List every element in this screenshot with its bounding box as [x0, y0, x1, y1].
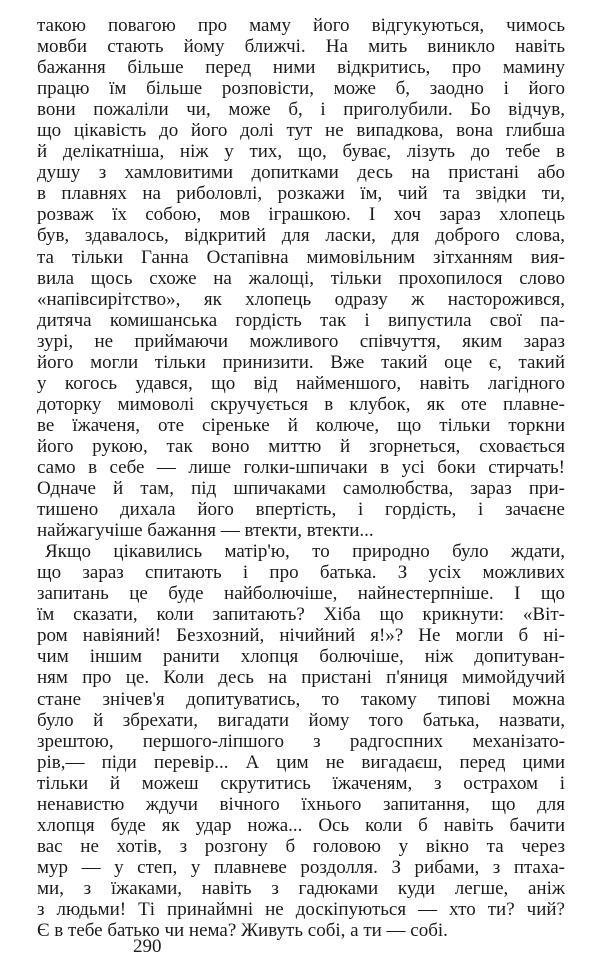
text-line: мовби стають йому ближчі. На мить виникло навіть	[37, 36, 565, 58]
text-line: його могли тільки принизити. Вже такий оце є, такий	[37, 351, 565, 373]
text-line: їм сказати, коли запитають? Хіба що крикнути: «Віт-	[37, 604, 565, 626]
text-line: та тільки Ганна Остапівна мимовільним зітханням вия-	[37, 246, 565, 268]
text-line: ми, з їжаками, навіть з гадюками куди легше, аніж	[37, 877, 565, 899]
text-line: був, здавалось, відкритий для ласки, для доброго слова,	[37, 225, 565, 247]
text-line: ве їжаченя, оте сіреньке й колюче, що тільки торкни	[37, 414, 565, 436]
text-line: було й збрехати, вигадати йому того батька, назвати,	[37, 709, 565, 731]
text-line: душу з хамловитими допитками десь на пристані або	[37, 162, 565, 184]
text-line: стане знічев'я допитуватись, то такому типові можна	[37, 688, 565, 710]
text-line: Якщо цікавились матір'ю, то природно було ждати,	[45, 541, 565, 563]
text-line: що цікавість до його долі тут не випадкова, вона глибша	[37, 120, 565, 142]
text-line: розваж їх собою, мов іграшкою. І хоч зараз хлопець	[37, 204, 565, 226]
text-line: тільки й можеш скрутитись їжаченям, з острахом і	[37, 772, 565, 794]
text-line: доторку мимоволі скручується в клубок, як оте плавне-	[37, 393, 565, 415]
text-line: Є в тебе батько чи нема? Живуть собі, а ти — собі.	[37, 920, 448, 942]
text-line: з людьми! Ті принаймні не доскіпуються — хто ти? чий?	[37, 898, 565, 920]
paragraph	[37, 541, 565, 941]
text-line: зрештою, першого-ліпшого з радгоспних механізато-	[37, 730, 565, 752]
paragraph	[37, 15, 565, 541]
text-line: «напівсирітство», як хлопець одразу ж насторожився,	[37, 288, 565, 310]
text-line: дитяча комишанська гордість так і випустила свої па-	[37, 309, 565, 331]
text-line: в плавнях на риболовлі, розкажи їм, чий та звідки ти,	[37, 183, 565, 205]
text-line: такою повагою про маму його відгукуються, чимось	[37, 15, 565, 36]
text-line: рів,— піди перевір... А цим не вигадаєш, перед цими	[37, 751, 565, 773]
text-line: мур — у степ, у плавневе роздолля. З рибами, з птаха-	[37, 856, 565, 878]
page-number: 290	[133, 936, 162, 957]
text-line: зурі, не приймаючи можливого співчуття, яким зараз	[37, 330, 565, 352]
text-line: ненавистю ждучи вічного їхнього запитання, що для	[37, 793, 565, 815]
text-line: чим іншим ранити хлопця болючіше, ніж допитуван-	[37, 646, 565, 668]
text-line: ром навіяний! Безхозний, нічийний я!»? Не могли б ні-	[37, 625, 565, 647]
page-body	[37, 15, 565, 941]
text-line: вони пожаліли чи, може б, і приголубили. Бо відчув,	[37, 99, 565, 121]
text-line: найжагучіше бажання — втекти, втекти...	[37, 520, 374, 542]
text-line: вас не хотів, з розгону б головою у вікно та через	[37, 835, 565, 857]
text-line: у когось удався, що від найменшого, навіть лагідного	[37, 372, 565, 394]
text-line: вила щось схоже на жалощі, тільки прохопилося слово	[37, 267, 565, 289]
text-line: працю їм більше розповісти, може б, заодно і його	[37, 78, 565, 100]
text-line: Одначе й там, під шпичаками самолюбства, зараз при-	[37, 478, 565, 500]
text-line: бажання більше перед ними відкритись, про мамину	[37, 57, 565, 79]
text-line: його рукою, так воно миттю й згорнеться, сховається	[37, 435, 565, 457]
text-line: тишено дихала його впертість, і гордість, і зачаєне	[37, 499, 565, 521]
text-line: само в себе — лише голки-шпичаки в усі боки стирчать!	[37, 456, 565, 478]
text-line: хлопця буде як удар ножа... Ось коли б навіть бачити	[37, 814, 565, 836]
text-line: ням про це. Коли десь на пристані п'яниця мимойдучий	[37, 667, 565, 689]
text-line: що зараз спитають і про батька. З усіх можливих	[37, 562, 565, 584]
text-line: запитань це буде найболючіше, найнестерпніше. І що	[37, 583, 565, 605]
text-line: й делікатніша, ніж у тих, що, буває, лізуть до тебе в	[37, 141, 565, 163]
